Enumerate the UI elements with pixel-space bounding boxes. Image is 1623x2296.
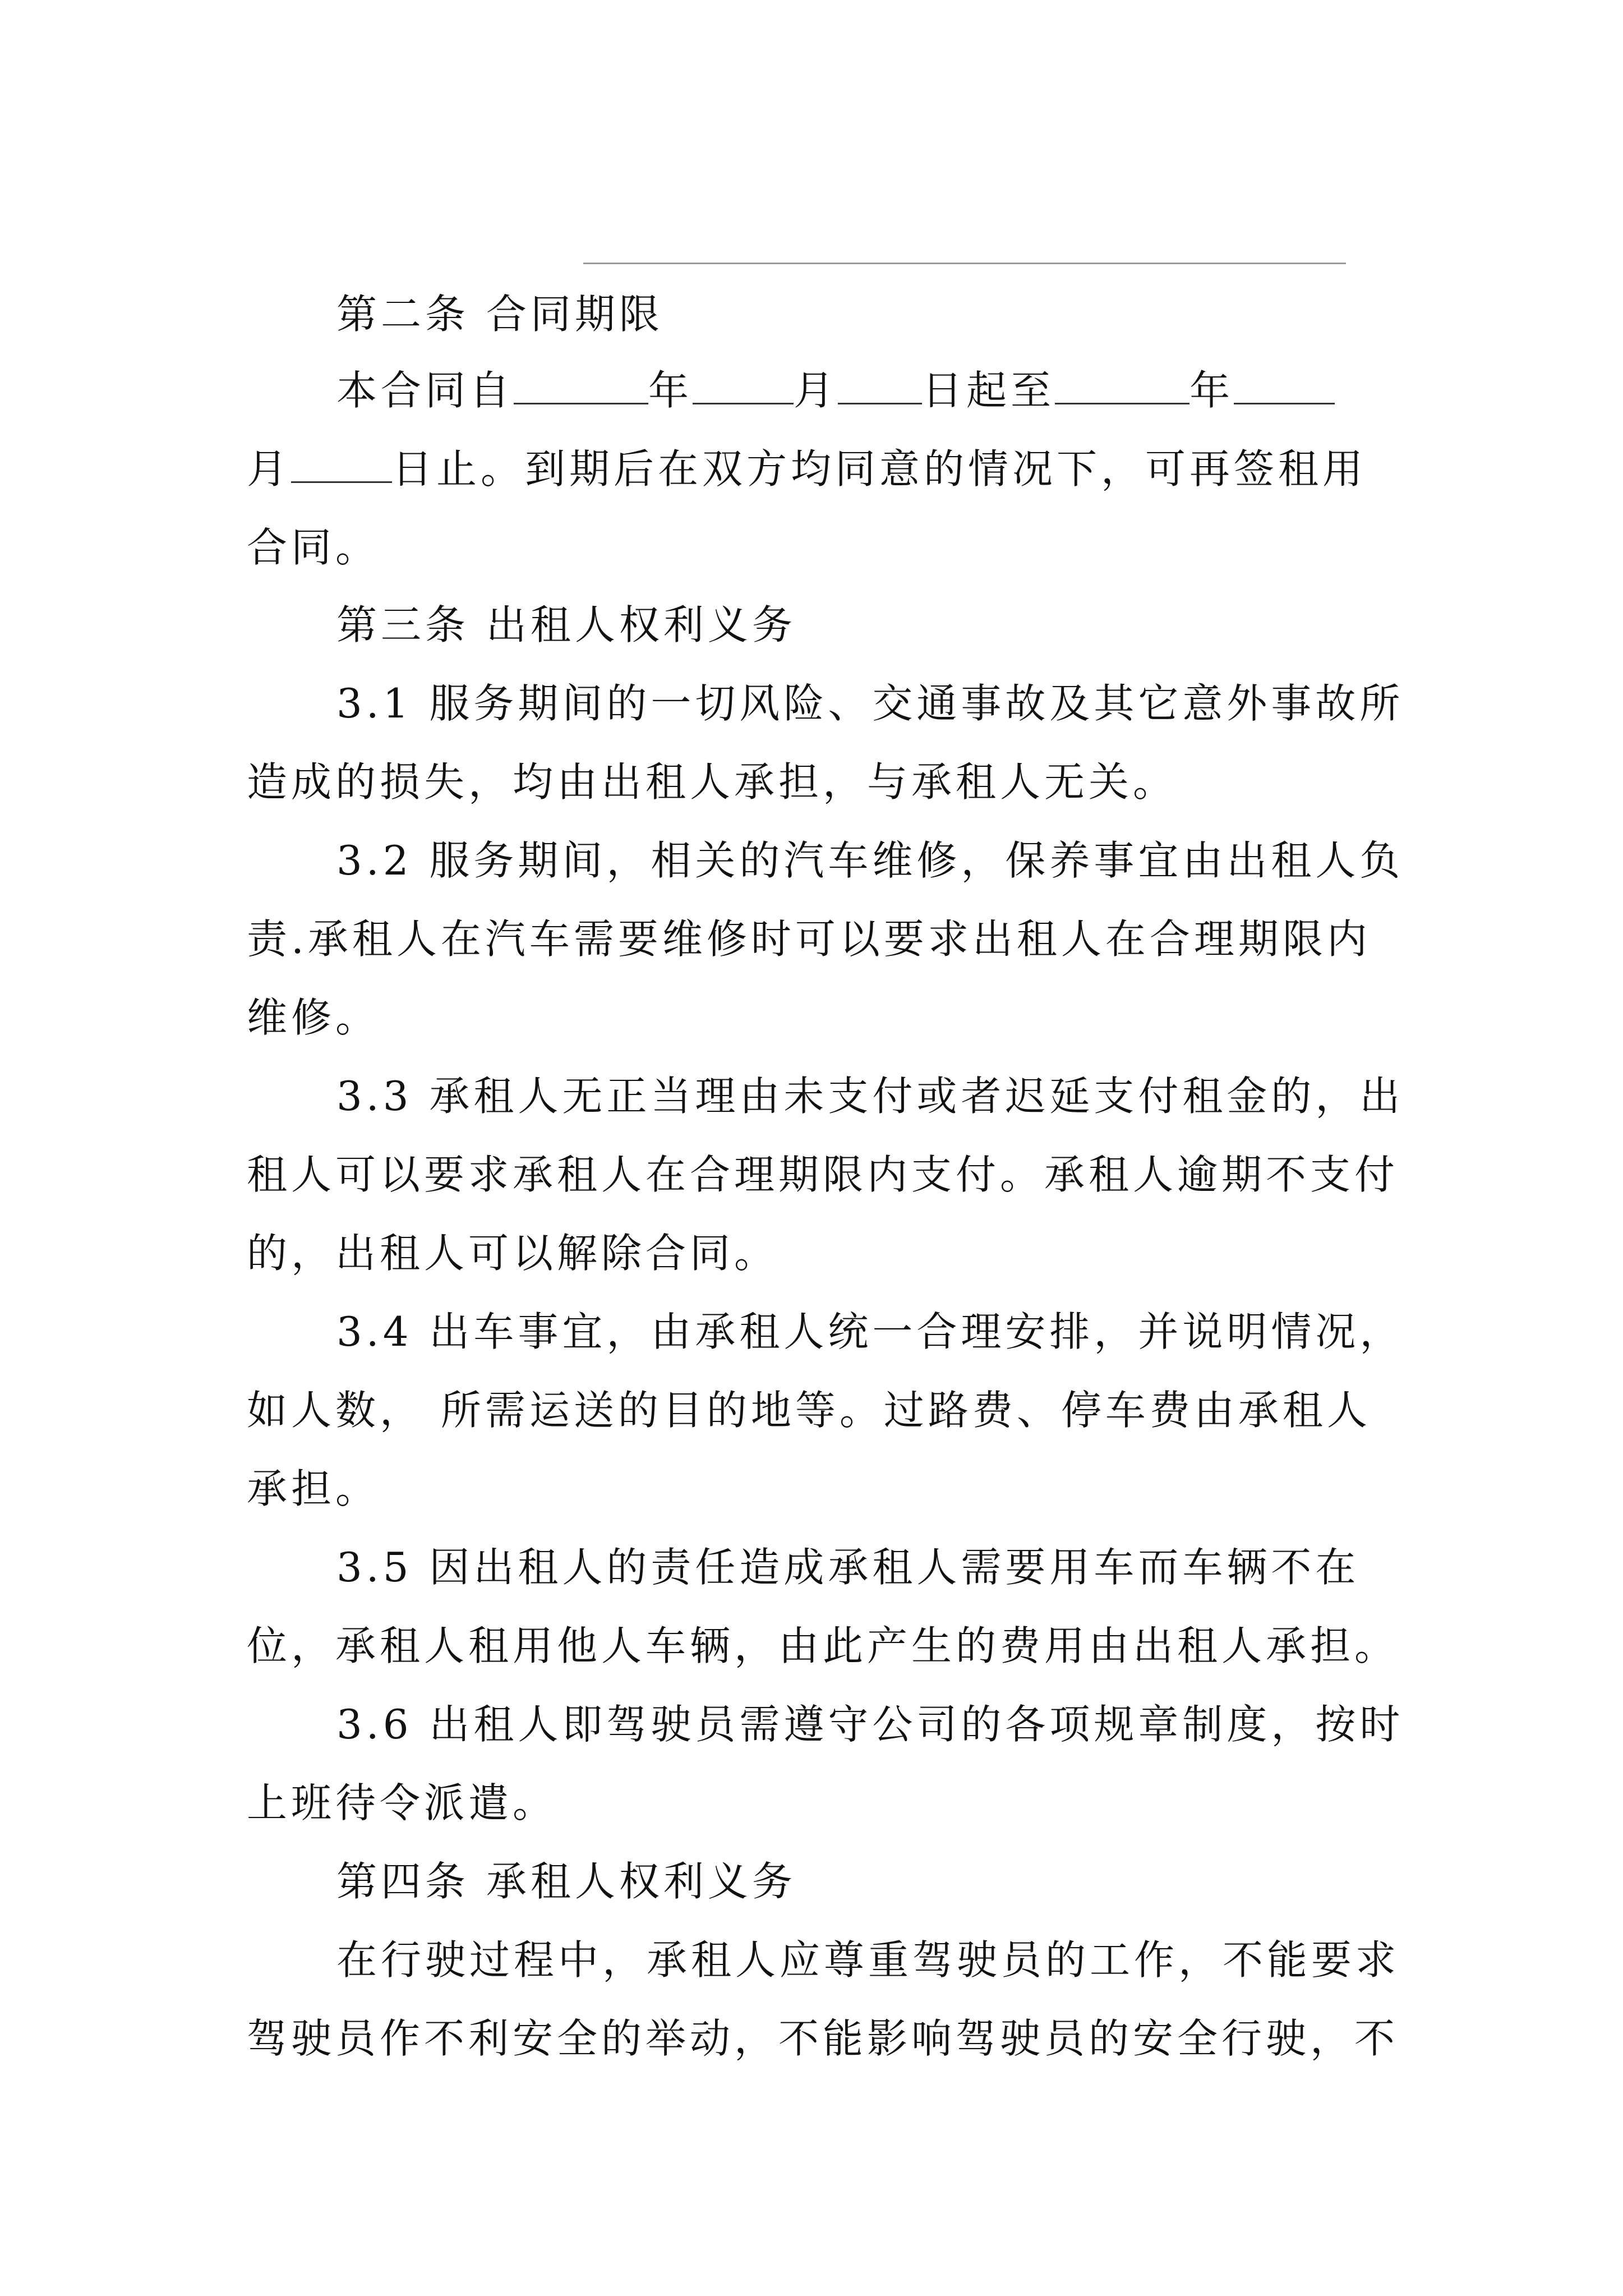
- article3-line: 租人可以要求承租人在合理期限内支付。承租人逾期不支付: [247, 1151, 1399, 1198]
- article2-line-3: 合同。: [247, 524, 380, 571]
- article3-line: 承担。: [247, 1465, 380, 1512]
- article2-text-month1: 月: [794, 367, 838, 414]
- article2-heading: 第二条 合同期限: [336, 291, 663, 338]
- blank-field-end-year: [1055, 369, 1189, 404]
- article3-line: 造成的损失，均由出租人承担，与承租人无关。: [247, 758, 1178, 806]
- article3-line: 位，承租人租用他人车辆，由此产生的费用由出租人承担。: [247, 1622, 1399, 1669]
- blank-field-end-day: [291, 448, 392, 483]
- article3-line: 维修。: [247, 994, 380, 1041]
- article4-line: 在行驶过程中，承租人应尊重驾驶员的工作，不能要求: [336, 1936, 1400, 1984]
- article3-heading: 第三条 出租人权利义务: [336, 601, 796, 648]
- document-page: [247, 0, 1404, 2296]
- blank-field-start-month: [693, 369, 794, 404]
- article4-line: 驾驶员作不利安全的举动，不能影响驾驶员的安全行驶，不: [247, 2015, 1399, 2062]
- article4-heading: 第四条 承租人权利义务: [336, 1858, 796, 1905]
- article3-line: 3.1 服务期间的一切风险、交通事故及其它意外事故所: [336, 680, 1404, 727]
- article3-line: 责.承租人在汽车需要维修时可以要求出租人在合理期限内: [247, 915, 1371, 963]
- article2-text-year1: 年: [648, 367, 693, 414]
- blank-field-start-day: [838, 369, 922, 404]
- article2-line-1: [336, 364, 1335, 417]
- article2-text-year2: 年: [1189, 367, 1234, 414]
- article3-line: 3.3 承租人无正当理由未支付或者迟延支付租金的，出: [336, 1073, 1404, 1120]
- article2-text-start: 本合同自: [336, 367, 514, 414]
- article3-line: 3.5 因出租人的责任造成承租人需要用车而车辆不在: [336, 1544, 1360, 1591]
- top-rule: [583, 263, 1346, 264]
- blank-field-end-month-part: [1234, 369, 1335, 404]
- article3-line: 3.6 出租人即驾驶员需遵守公司的各项规章制度，按时: [336, 1701, 1404, 1748]
- article2-line-2: [247, 442, 1367, 496]
- article2-text-day1: 日起至: [922, 367, 1055, 414]
- article2-text-month2: 月: [247, 445, 292, 493]
- blank-field-start-year: [514, 369, 648, 404]
- article2-text-day2: 日止。到期后在双方均同意的情况下，可再签租用: [392, 445, 1367, 493]
- article3-line: 3.4 出车事宜，由承租人统一合理安排，并说明情况，: [336, 1308, 1404, 1355]
- article3-line: 上班待令派遣。: [247, 1779, 557, 1826]
- article3-line: 如人数， 所需运送的目的地等。过路费、停车费由承租人: [247, 1387, 1371, 1434]
- article3-line: 3.2 服务期间，相关的汽车维修，保养事宜由出租人负: [336, 837, 1404, 884]
- article3-line: 的，出租人可以解除合同。: [247, 1230, 779, 1277]
